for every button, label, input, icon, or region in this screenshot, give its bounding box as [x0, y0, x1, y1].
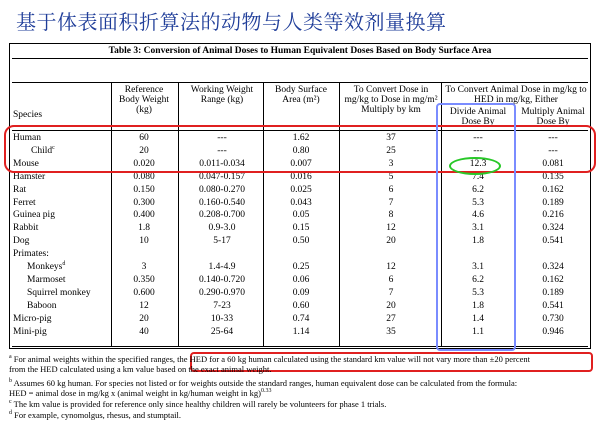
col-header-bsa: Body Surface Area (m²)	[275, 85, 327, 105]
cell-divide: 1.8	[472, 236, 484, 247]
cell-ref-weight: 0.020	[133, 158, 155, 169]
cell-ref-weight: 0.080	[133, 171, 155, 182]
cell-divide: 5.3	[472, 287, 484, 298]
cell-working-weight: ---	[217, 133, 227, 143]
col-header-hed-group: To Convert Animal Dose in mg/kg to HED in mg/kg, Either	[445, 85, 587, 105]
cell-bsa: 1.14	[292, 326, 310, 337]
cell-species: Human	[13, 133, 41, 143]
cell-divide: ---	[473, 133, 483, 143]
cell-km: 12	[386, 262, 396, 272]
cell-multiply: 0.946	[542, 326, 564, 337]
col-header-ref-weight: Reference Body Weight (kg)	[119, 85, 169, 115]
cell-working-weight: 7-23	[213, 300, 231, 311]
cell-species: Child$^c$	[31, 144, 55, 156]
col-header-multiply: Multiply Animal Dose By	[521, 107, 585, 127]
cell-ref-weight: 3	[141, 262, 147, 272]
cell-species: Dog	[13, 236, 30, 247]
cell-bsa: 0.016	[290, 171, 312, 182]
col-header-convert-dose: To Convert Dose in mg/kg to Dose in mg/m² Multiply by km	[344, 85, 438, 115]
cell-ref-weight: 0.300	[133, 197, 155, 208]
footnote-b-line1: $^b$ Assumes 60 kg human. For species not listed or for weights outside the standard ranges, human equivalent dose can be calculated from the formula:	[9, 378, 518, 388]
cell-km: 3	[388, 158, 394, 169]
cell-working-weight: 1.4-4.9	[208, 262, 236, 272]
cell-multiply: 0.730	[542, 313, 564, 324]
cell-divide: 6.2	[472, 184, 484, 195]
cell-bsa: 0.25	[292, 262, 310, 272]
cell-km: 6	[388, 184, 394, 195]
cell-multiply: 0.541	[542, 300, 564, 311]
cell-multiply: 0.081	[542, 158, 564, 169]
footnote-a-line2: from the HED calculated using a km value based on the exact animal weight.	[9, 364, 272, 374]
cell-bsa: 0.15	[292, 223, 310, 234]
cell-bsa: 0.043	[290, 197, 312, 208]
cell-species: Mouse	[13, 158, 39, 169]
cell-km: 25	[386, 145, 396, 156]
cell-working-weight: 0.208-0.700	[199, 210, 245, 221]
cell-working-weight: 0.9-3.0	[208, 223, 236, 234]
cell-divide: 6.2	[472, 274, 484, 285]
cell-divide: 4.6	[472, 210, 484, 221]
cell-km: 6	[388, 274, 394, 285]
cell-bsa: 0.80	[292, 145, 310, 156]
cell-bsa: 0.60	[292, 300, 310, 311]
cell-multiply: 0.189	[542, 287, 564, 298]
cell-divide: 7.4	[472, 171, 484, 182]
cell-multiply: 0.324	[542, 223, 564, 234]
mouse-factor-highlight-oval	[449, 157, 501, 175]
cell-multiply: 0.541	[542, 236, 564, 247]
footnote-d: $^d$ For example, cynomolgus, rhesus, and stumptail.	[9, 410, 182, 420]
table-title: Table 3: Conversion of Animal Doses to Human Equivalent Doses Based on Body Surface Area	[108, 46, 492, 56]
cell-multiply: ---	[548, 145, 558, 156]
cell-bsa: 0.05	[292, 210, 310, 221]
cell-ref-weight: 0.400	[133, 210, 155, 221]
cell-divide: 5.3	[472, 197, 484, 208]
header-rule	[12, 82, 588, 83]
cell-km: 27	[386, 313, 396, 324]
cell-species: Baboon	[27, 300, 57, 311]
cell-km: 8	[388, 210, 394, 221]
cell-multiply: ---	[548, 133, 558, 143]
cell-bsa: 0.06	[292, 274, 310, 285]
cell-bsa: 0.09	[292, 287, 310, 298]
cell-km: 7	[388, 197, 394, 208]
cell-km: 20	[386, 300, 396, 311]
cell-ref-weight: 0.350	[133, 274, 155, 285]
cell-divide: ---	[473, 145, 483, 156]
cell-divide: 3.1	[472, 223, 484, 234]
page-heading: 基于体表面积折算法的动物与人类等效剂量换算	[16, 10, 447, 34]
cell-bsa: 0.50	[292, 236, 310, 247]
divide-column-highlight-box	[436, 103, 516, 351]
cell-ref-weight: 20	[139, 145, 149, 156]
footnote-b-line2: HED = animal dose in mg/kg x (animal weight in kg/human weight in kg)$^{0.33}$	[9, 388, 272, 398]
footnote-c: $^c$ The km value is provided for reference only since healthy children will rarely be volunteers for phase 1 trials.	[9, 399, 387, 409]
title-rule	[12, 58, 588, 59]
cell-divide: 1.8	[472, 300, 484, 311]
cell-bsa: 0.74	[292, 313, 310, 324]
cell-working-weight: 0.011-0.034	[199, 158, 245, 169]
cell-species: Primates:	[13, 249, 49, 260]
cell-species: Guinea pig	[13, 210, 55, 221]
footnote-a-line1: $^a$ For animal weights within the specified ranges, the HED for a 60 kg human calculated using the standard km value will not vary more than ±20 percent	[9, 354, 530, 364]
cell-working-weight: 25-64	[210, 326, 234, 337]
cell-multiply: 0.324	[542, 262, 564, 272]
cell-ref-weight: 0.150	[133, 184, 155, 195]
cell-working-weight: 0.290-0.970	[199, 287, 245, 298]
cell-multiply: 0.162	[542, 184, 564, 195]
cell-km: 7	[388, 287, 394, 298]
cell-km: 5	[388, 171, 394, 182]
cell-working-weight: ---	[217, 145, 227, 156]
cell-km: 12	[386, 223, 396, 234]
cell-species: Squirrel monkey	[27, 287, 91, 298]
cell-ref-weight: 10	[139, 236, 149, 247]
cell-species: Monkeys$^d$	[27, 260, 66, 272]
cell-working-weight: 0.080-0.270	[199, 184, 245, 195]
cell-divide: 3.1	[472, 262, 484, 272]
cell-divide: 12.3	[469, 158, 487, 169]
cell-km: 20	[386, 236, 396, 247]
cell-working-weight: 10-33	[210, 313, 234, 324]
cell-species: Marmoset	[27, 274, 66, 285]
cell-ref-weight: 12	[139, 300, 149, 311]
cell-multiply: 0.216	[542, 210, 564, 221]
cell-multiply: 0.189	[542, 197, 564, 208]
cell-km: 35	[386, 326, 396, 337]
cell-species: Hamster	[13, 171, 46, 182]
cell-species: Mini-pig	[13, 326, 47, 337]
cell-ref-weight: 20	[139, 313, 149, 324]
cell-working-weight: 0.047-0.157	[199, 171, 245, 182]
cell-working-weight: 0.140-0.720	[199, 274, 245, 285]
cell-ref-weight: 40	[139, 326, 149, 337]
cell-ref-weight: 1.8	[138, 223, 150, 234]
cell-bsa: 0.007	[290, 158, 312, 169]
cell-ref-weight: 60	[139, 133, 149, 143]
col-header-working-weight: Working Weight Range (kg)	[190, 85, 254, 105]
cell-species: Rat	[13, 184, 27, 195]
col-header-species: Species	[13, 110, 43, 120]
cell-species: Rabbit	[13, 223, 39, 234]
cell-species: Ferret	[13, 197, 36, 208]
cell-working-weight: 5-17	[213, 236, 231, 247]
cell-divide: 1.4	[472, 313, 484, 324]
cell-multiply: 0.162	[542, 274, 564, 285]
cell-bsa: 1.62	[292, 133, 310, 143]
cell-bsa: 0.025	[290, 184, 312, 195]
cell-ref-weight: 0.600	[133, 287, 155, 298]
cell-species: Micro-pig	[13, 313, 52, 324]
cell-divide: 1.1	[472, 326, 484, 337]
cell-multiply: 0.135	[542, 171, 564, 182]
cell-working-weight: 0.160-0.540	[199, 197, 245, 208]
cell-km: 37	[386, 133, 396, 143]
col-header-divide: Divide Animal Dose By	[449, 107, 507, 127]
